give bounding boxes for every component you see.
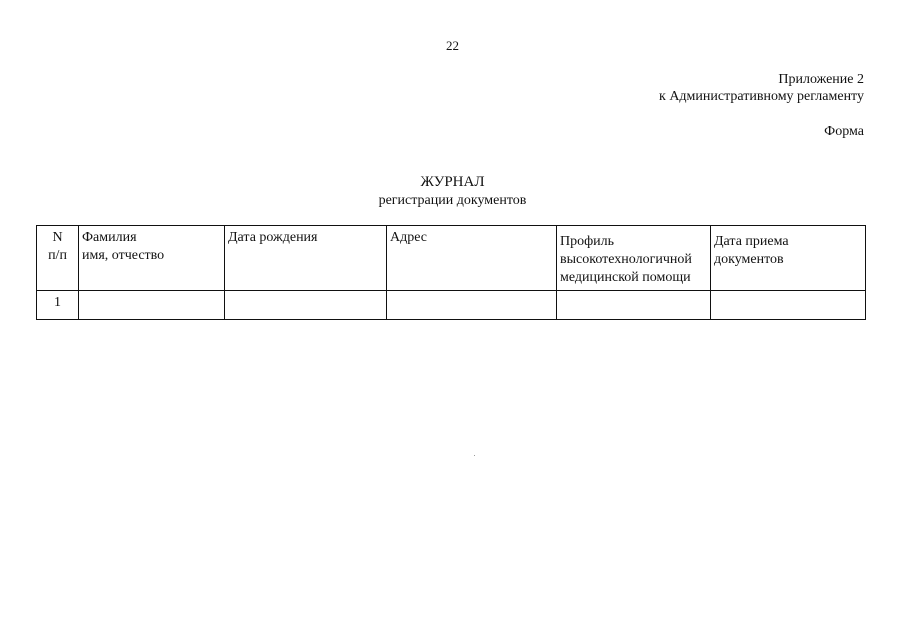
row-1-address — [387, 291, 557, 320]
journal-subtitle: регистрации документов — [378, 193, 527, 208]
header-number — [37, 226, 79, 291]
header-birth-date-line-1: Дата рождения — [228, 230, 318, 245]
header-address-line-1: Адрес — [390, 230, 428, 245]
page-number: 22 — [446, 38, 459, 53]
header-care-profile-line-1: Профиль — [560, 234, 615, 249]
header-receipt-date-line-2: документов — [714, 252, 784, 267]
header-full-name-line-2: имя, отчество — [82, 248, 165, 263]
row-1-full-name — [79, 291, 225, 320]
scan-speck — [474, 455, 475, 456]
header-receipt-date-line-1: Дата приема — [714, 234, 789, 249]
header-number-line-1: N — [52, 230, 63, 245]
appendix-line-1: Приложение 2 — [778, 72, 864, 87]
header-full-name — [79, 226, 225, 291]
table-row — [37, 291, 866, 320]
header-receipt-date — [711, 226, 866, 291]
table-header-row — [37, 226, 866, 291]
header-care-profile-line-3: медицинской помощи — [560, 270, 691, 285]
registration-table — [36, 225, 866, 320]
journal-title: ЖУРНАЛ — [420, 174, 485, 190]
row-1-receipt-date — [711, 291, 866, 320]
appendix-block — [659, 71, 864, 105]
row-1-number: 1 — [37, 291, 79, 320]
row-1-birth-date — [225, 291, 387, 320]
header-birth-date — [225, 226, 387, 291]
form-label: Форма — [824, 124, 864, 139]
header-full-name-line-1: Фамилия — [82, 230, 137, 245]
appendix-line-2: к Административному регламенту — [659, 89, 864, 104]
header-address — [387, 226, 557, 291]
row-1-care-profile — [557, 291, 711, 320]
header-number-line-2: п/п — [48, 248, 67, 263]
header-care-profile-line-2: высокотехнологичной — [560, 252, 692, 267]
header-care-profile — [557, 226, 711, 291]
